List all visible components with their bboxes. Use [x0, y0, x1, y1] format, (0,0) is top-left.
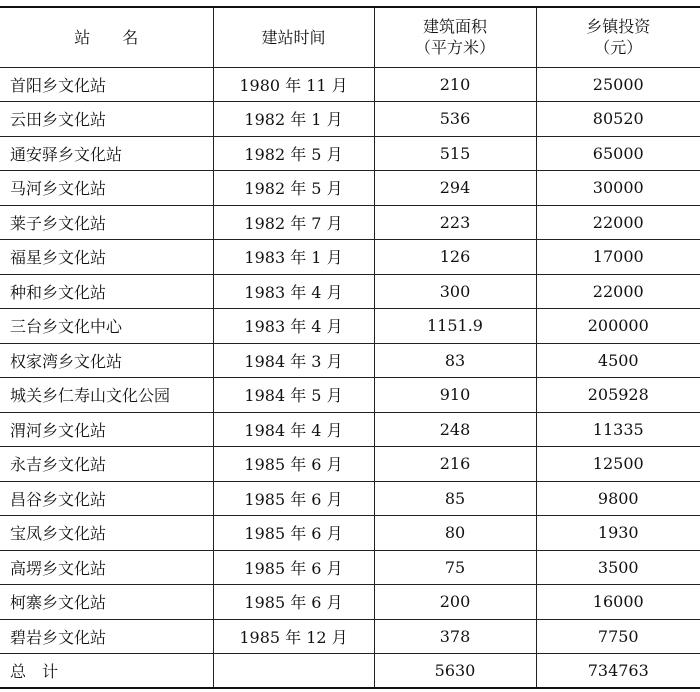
station-name-cell: 种和乡文化站: [0, 274, 213, 309]
station-name-cell: 莱子乡文化站: [0, 205, 213, 240]
investment-cell: 25000: [536, 67, 700, 102]
floor-area-cell: 126: [374, 240, 536, 275]
floor-area-cell: 200: [374, 585, 536, 620]
build-date-cell: 1985 年 6 月: [213, 516, 374, 551]
build-date-cell: 1982 年 7 月: [213, 205, 374, 240]
station-name-cell: 通安驿乡文化站: [0, 136, 213, 171]
build-date-cell: 1983 年 1 月: [213, 240, 374, 275]
header-investment-title: 乡镇投资: [586, 17, 651, 37]
build-date-cell: 1980 年 11 月: [213, 67, 374, 102]
investment-cell: 1930: [536, 516, 700, 551]
investment-cell: 16000: [536, 585, 700, 620]
station-name-cell: 云田乡文化站: [0, 102, 213, 137]
table-row: [0, 274, 700, 309]
build-date-cell: 1984 年 3 月: [213, 343, 374, 378]
table-row: [0, 240, 700, 275]
investment-cell: 17000: [536, 240, 700, 275]
table-row: [0, 412, 700, 447]
investment-cell: 80520: [536, 102, 700, 137]
total-area: 5630: [374, 654, 536, 689]
station-name-cell: 福星乡文化站: [0, 240, 213, 275]
build-date-cell: 1985 年 6 月: [213, 481, 374, 516]
floor-area-cell: 515: [374, 136, 536, 171]
station-name-cell: 首阳乡文化站: [0, 67, 213, 102]
floor-area-cell: 378: [374, 619, 536, 654]
station-name-cell: 永吉乡文化站: [0, 447, 213, 482]
table-body: [0, 67, 700, 688]
station-name-cell: 宝凤乡文化站: [0, 516, 213, 551]
table-row: [0, 585, 700, 620]
table-row: [0, 516, 700, 551]
station-name-cell: 权家湾乡文化站: [0, 343, 213, 378]
investment-cell: 12500: [536, 447, 700, 482]
table-row: [0, 171, 700, 206]
floor-area-cell: 210: [374, 67, 536, 102]
floor-area-cell: 248: [374, 412, 536, 447]
build-date-cell: 1983 年 4 月: [213, 274, 374, 309]
build-date-cell: 1982 年 5 月: [213, 171, 374, 206]
table-row: [0, 67, 700, 102]
floor-area-cell: 294: [374, 171, 536, 206]
floor-area-cell: 910: [374, 378, 536, 413]
build-date-cell: 1985 年 6 月: [213, 585, 374, 620]
investment-cell: 7750: [536, 619, 700, 654]
build-date-cell: 1983 年 4 月: [213, 309, 374, 344]
floor-area-cell: 223: [374, 205, 536, 240]
floor-area-cell: 83: [374, 343, 536, 378]
station-name-cell: 城关乡仁寿山文化公园: [0, 378, 213, 413]
floor-area-cell: 1151.9: [374, 309, 536, 344]
table-row: [0, 102, 700, 137]
build-date-cell: 1985 年 12 月: [213, 619, 374, 654]
table-row: [0, 481, 700, 516]
floor-area-cell: 80: [374, 516, 536, 551]
investment-cell: 30000: [536, 171, 700, 206]
total-investment: 734763: [536, 654, 700, 689]
build-date-cell: 1985 年 6 月: [213, 447, 374, 482]
total-row: [0, 654, 700, 689]
table-row: [0, 309, 700, 344]
investment-cell: 3500: [536, 550, 700, 585]
investment-cell: 4500: [536, 343, 700, 378]
header-investment-unit: （元）: [594, 38, 643, 58]
culture-station-table: [0, 6, 700, 689]
header-row: [0, 7, 700, 67]
station-name-cell: 三台乡文化中心: [0, 309, 213, 344]
floor-area-cell: 85: [374, 481, 536, 516]
station-name-cell: 马河乡文化站: [0, 171, 213, 206]
header-township-investment: [536, 7, 700, 67]
floor-area-cell: 75: [374, 550, 536, 585]
station-name-cell: 柯寨乡文化站: [0, 585, 213, 620]
table-row: [0, 136, 700, 171]
investment-cell: 9800: [536, 481, 700, 516]
total-label: 总 计: [0, 654, 213, 689]
investment-cell: 65000: [536, 136, 700, 171]
table-row: [0, 205, 700, 240]
investment-cell: 200000: [536, 309, 700, 344]
station-name-cell: 昌谷乡文化站: [0, 481, 213, 516]
investment-cell: 22000: [536, 274, 700, 309]
header-floor-area-unit: （平方米）: [414, 38, 495, 58]
investment-cell: 205928: [536, 378, 700, 413]
floor-area-cell: 216: [374, 447, 536, 482]
table-row: [0, 550, 700, 585]
table-row: [0, 447, 700, 482]
table-row: [0, 343, 700, 378]
header-station-name: 站 名: [0, 7, 213, 67]
floor-area-cell: 536: [374, 102, 536, 137]
build-date-cell: 1982 年 1 月: [213, 102, 374, 137]
table-row: [0, 619, 700, 654]
header-build-date: 建站时间: [213, 7, 374, 67]
floor-area-cell: 300: [374, 274, 536, 309]
header-floor-area-title: 建筑面积: [422, 17, 487, 37]
build-date-cell: 1982 年 5 月: [213, 136, 374, 171]
build-date-cell: 1985 年 6 月: [213, 550, 374, 585]
investment-cell: 22000: [536, 205, 700, 240]
build-date-cell: 1984 年 4 月: [213, 412, 374, 447]
station-name-cell: 碧岩乡文化站: [0, 619, 213, 654]
header-floor-area: [374, 7, 536, 67]
build-date-cell: 1984 年 5 月: [213, 378, 374, 413]
station-name-cell: 高塄乡文化站: [0, 550, 213, 585]
investment-cell: 11335: [536, 412, 700, 447]
table-row: [0, 378, 700, 413]
station-name-cell: 渭河乡文化站: [0, 412, 213, 447]
total-date: [213, 654, 374, 689]
